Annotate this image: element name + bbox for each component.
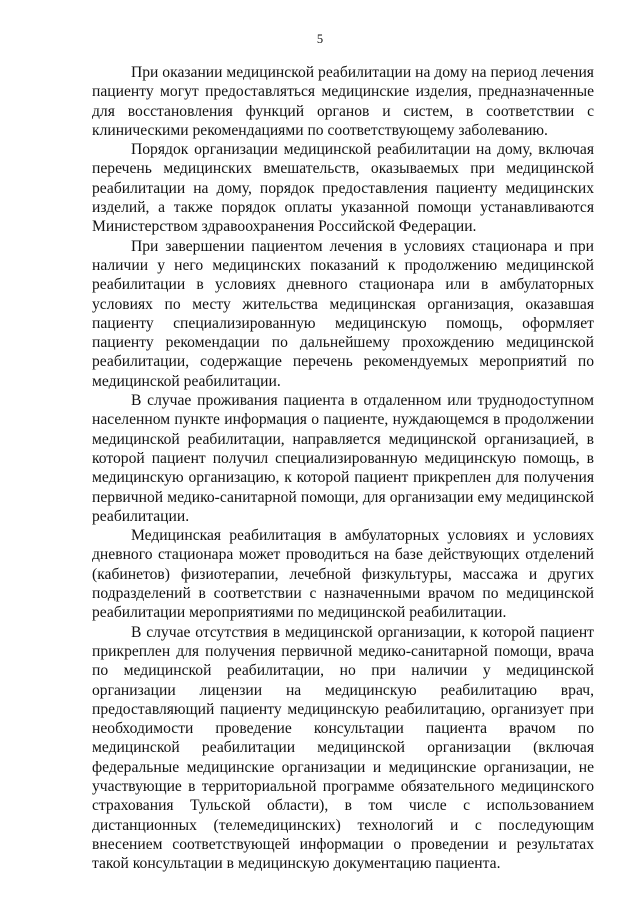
paragraph-remote-areas: В случае проживания пациента в отдаленном или труднодоступном населенном пункте информация о пациенте, нуждающемся в продолжении медицинской реабилитации, направляется медицинской организацией, в которой пациент получил специализированную медицинскую помощь, в медицинскую организацию, к которой пациент прикреплен для получения первичной медико-санитарной помощи, для организации ему медицинской реабилитации.: [92, 392, 594, 525]
paragraph-outpatient-base: Медицинская реабилитация в амбулаторных условиях и условиях дневного стационара может проводиться на базе действующих отделений (кабинетов) физиотерапии, лечебной физкультуры, массажа и других подразделений в соответствии с назначенными врачом по медицинской реабилитации мероприятиями по медицинской реабилитации.: [92, 527, 594, 622]
document-body: [92, 63, 594, 873]
paragraph-discharge-recommendations: При завершении пациентом лечения в условиях стационара и при наличии у него медицинских показаний к продолжению медицинской реабилитации в условиях дневного стационара или в амбулаторных условиях по месту жительства медицинская организация, оказавшая пациенту специализированную медицинскую помощь, оформляет пациенту рекомендации по дальнейшему прохождению медицинской реабилитации, содержащие перечень рекомендуемых мероприятий по медицинской реабилитации.: [92, 237, 594, 390]
paragraph-consultation: В случае отсутствия в медицинской организации, к которой пациент прикреплен для получения первичной медико-санитарной помощи, врача по медицинской реабилитации, но при наличии у медицинской организации лицензии на медицинскую реабилитацию врач, предоставляющий пациенту медицинскую реабилитацию, организует при необходимости проведение консультации пациента врачом по медицинской реабилитации медицинской организации (включая федеральные медицинские организации и медицинские организации, не участвующие в территориальной программе обязательного медицинского страхования Тульской области), в том числе с использованием дистанционных (телемедицинских) технологий и с последующим внесением соответствующей информации о проведении и результатах такой консультации в медицинскую документацию пациента.: [92, 623, 594, 873]
paragraph-home-procedure: Порядок организации медицинской реабилитации на дому, включая перечень медицинских вмешательств, оказываемых при медицинской реабилитации на дому, порядок предоставления пациенту медицинских изделий, а также порядок оплаты указанной помощи устанавливаются Министерством здравоохранения Российской Федерации.: [92, 141, 594, 236]
page-number: 5: [316, 32, 324, 46]
paragraph-home-devices: При оказании медицинской реабилитации на дому на период лечения пациенту могут предоставляться медицинские изделия, предназначенные для восстановления функций органов и систем, в соответствии с клиническими рекомендациями по соответствующему заболеванию.: [92, 64, 594, 139]
